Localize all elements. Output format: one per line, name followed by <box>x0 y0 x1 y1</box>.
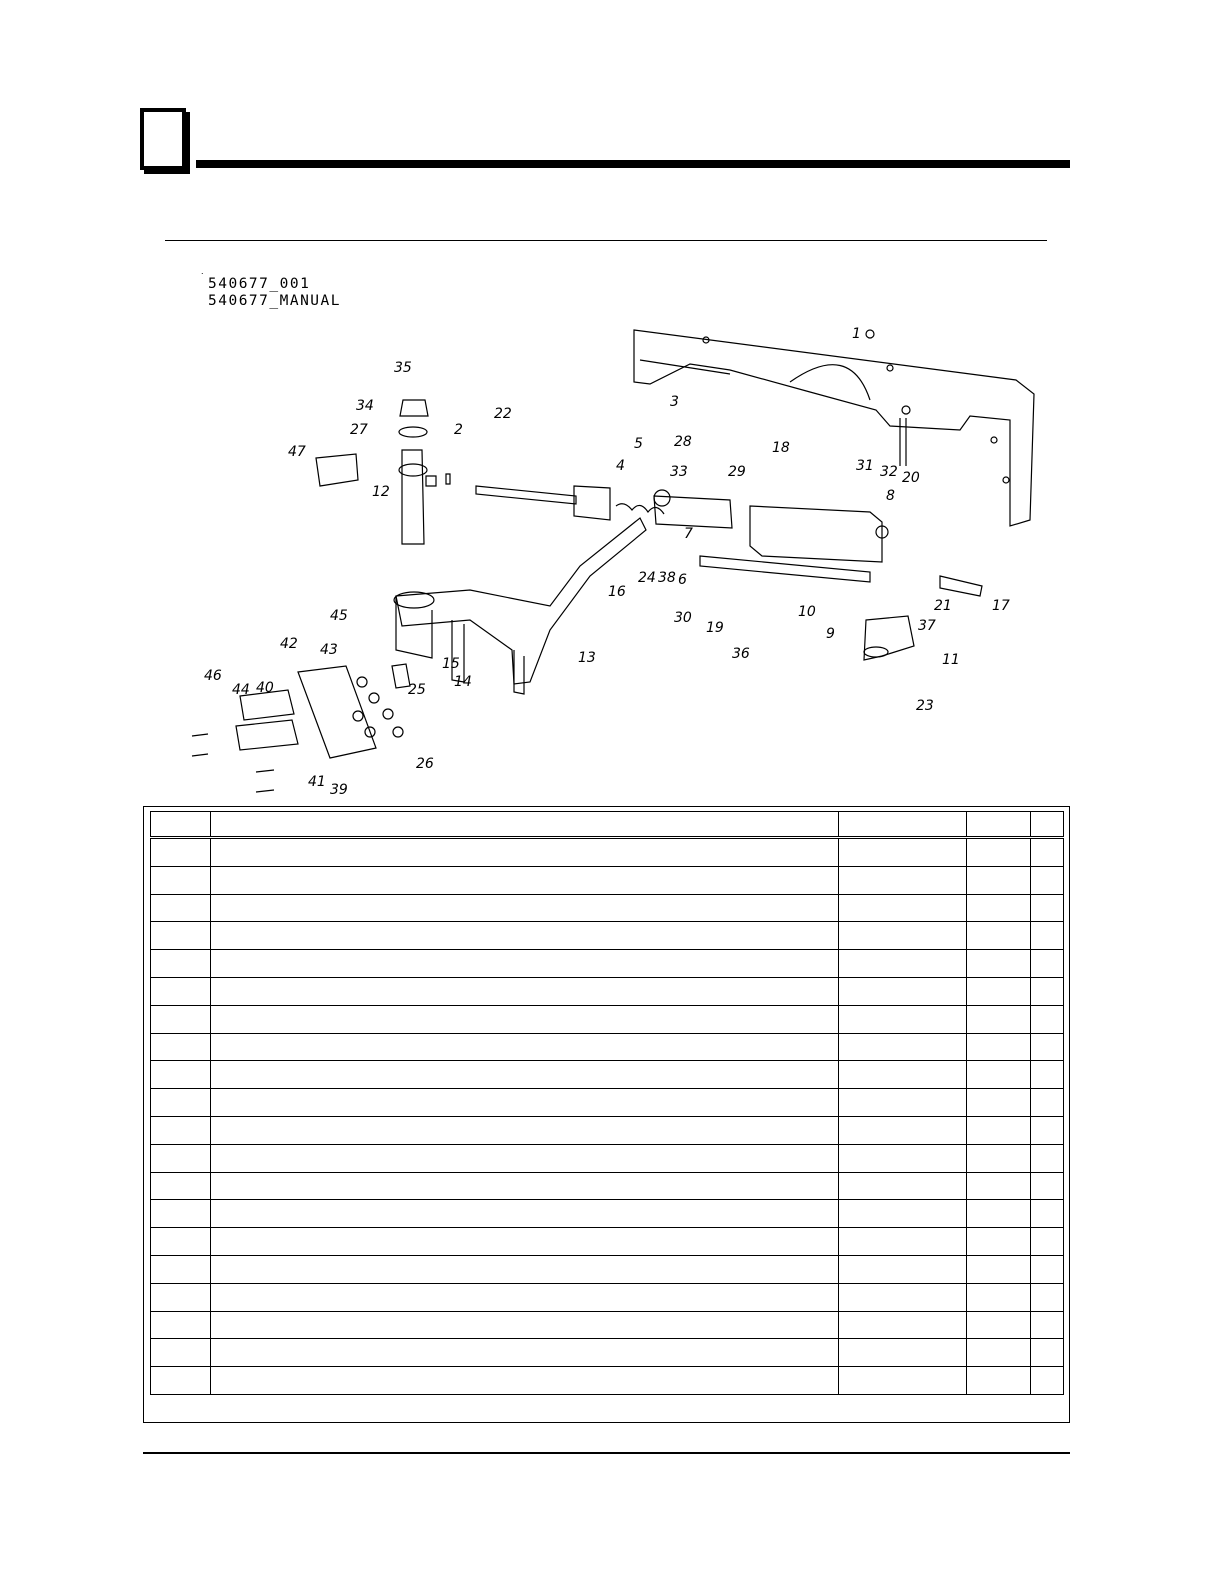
callout-19: 19 <box>706 620 724 636</box>
callout-17: 17 <box>992 598 1010 614</box>
callout-40: 40 <box>256 680 274 696</box>
cell-note <box>1031 1200 1064 1228</box>
parts-table <box>150 811 1064 1395</box>
cell-note <box>1031 1005 1064 1033</box>
table-row <box>151 1367 1064 1395</box>
cell-part-number <box>839 1061 967 1089</box>
table-row <box>151 1255 1064 1283</box>
callout-32: 32 <box>880 464 898 480</box>
cell-item <box>151 1144 211 1172</box>
callout-3: 3 <box>670 394 679 410</box>
callout-12: 12 <box>372 484 390 500</box>
drawing-codes <box>208 276 341 310</box>
table-row <box>151 922 1064 950</box>
tick-mark: . <box>201 266 204 276</box>
cell-description <box>211 1116 839 1144</box>
cell-part-number <box>839 1311 967 1339</box>
cell-qty <box>967 1255 1031 1283</box>
cell-item <box>151 1367 211 1395</box>
cell-item <box>151 1339 211 1367</box>
cell-description <box>211 1033 839 1061</box>
cell-qty <box>967 838 1031 867</box>
cell-part-number <box>839 838 967 867</box>
cell-item <box>151 1228 211 1256</box>
table-row <box>151 977 1064 1005</box>
cell-note <box>1031 1255 1064 1283</box>
title-rule <box>165 240 1047 241</box>
drawing-code-primary: 540677_001 <box>208 276 311 292</box>
cell-qty <box>967 1311 1031 1339</box>
cell-qty <box>967 1089 1031 1117</box>
cell-part-number <box>839 894 967 922</box>
callout-37: 37 <box>918 618 936 634</box>
main-arm-drawing <box>394 518 646 694</box>
col-header-note <box>1031 812 1064 838</box>
callout-43: 43 <box>320 642 338 658</box>
cell-part-number <box>839 1144 967 1172</box>
callout-2: 2 <box>454 422 463 438</box>
cell-part-number <box>839 1005 967 1033</box>
table-row <box>151 1172 1064 1200</box>
section-number-box <box>140 108 186 170</box>
callout-41: 41 <box>308 774 326 790</box>
cell-item <box>151 1283 211 1311</box>
cell-item <box>151 1033 211 1061</box>
callout-34: 34 <box>356 398 374 414</box>
cell-description <box>211 922 839 950</box>
cell-description <box>211 1228 839 1256</box>
cell-description <box>211 1005 839 1033</box>
cell-description <box>211 1339 839 1367</box>
callout-26: 26 <box>416 756 434 772</box>
callout-33: 33 <box>670 464 688 480</box>
cell-note <box>1031 1283 1064 1311</box>
cell-item <box>151 1089 211 1117</box>
callout-42: 42 <box>280 636 298 652</box>
bracket-plate-drawing <box>634 330 1034 526</box>
table-corner-right <box>1047 803 1069 806</box>
cell-item <box>151 1005 211 1033</box>
cell-qty <box>967 1228 1031 1256</box>
cell-part-number <box>839 1200 967 1228</box>
callout-6: 6 <box>678 572 687 588</box>
table-row <box>151 1144 1064 1172</box>
table-row <box>151 1061 1064 1089</box>
callout-47: 47 <box>288 444 306 460</box>
cell-item <box>151 950 211 978</box>
cell-description <box>211 1311 839 1339</box>
cell-note <box>1031 838 1064 867</box>
cell-description <box>211 1367 839 1395</box>
cell-part-number <box>839 1172 967 1200</box>
cell-description <box>211 1061 839 1089</box>
table-row <box>151 866 1064 894</box>
col-header-description <box>211 812 839 838</box>
callout-29: 29 <box>728 464 746 480</box>
cell-part-number <box>839 1116 967 1144</box>
cell-item <box>151 977 211 1005</box>
cell-qty <box>967 1061 1031 1089</box>
cell-qty <box>967 1144 1031 1172</box>
col-header-qty <box>967 812 1031 838</box>
cell-item <box>151 1200 211 1228</box>
table-row <box>151 950 1064 978</box>
callout-20: 20 <box>902 470 920 486</box>
cell-qty <box>967 950 1031 978</box>
cell-note <box>1031 894 1064 922</box>
cell-part-number <box>839 1283 967 1311</box>
cell-qty <box>967 866 1031 894</box>
pivot-pin-drawing <box>316 400 450 544</box>
footer-rule <box>143 1452 1070 1454</box>
callout-35: 35 <box>394 360 412 376</box>
cell-qty <box>967 1116 1031 1144</box>
parts-table-body <box>151 838 1064 1395</box>
cell-description <box>211 977 839 1005</box>
cell-note <box>1031 1033 1064 1061</box>
table-row <box>151 1311 1064 1339</box>
cell-qty <box>967 1005 1031 1033</box>
mount-plate-drawing <box>192 664 410 792</box>
callout-15: 15 <box>442 656 460 672</box>
cell-qty <box>967 1339 1031 1367</box>
cell-part-number <box>839 866 967 894</box>
table-row <box>151 1228 1064 1256</box>
cell-note <box>1031 866 1064 894</box>
cell-description <box>211 838 839 867</box>
callout-7: 7 <box>684 526 693 542</box>
callout-21: 21 <box>934 598 952 614</box>
callout-14: 14 <box>454 674 472 690</box>
drawing-code-manual: 540677_MANUAL <box>208 293 341 309</box>
callout-16: 16 <box>608 584 626 600</box>
callout-4: 4 <box>616 458 625 474</box>
table-row <box>151 1339 1064 1367</box>
cell-item <box>151 1116 211 1144</box>
col-header-part-number <box>839 812 967 838</box>
callout-39: 39 <box>330 782 348 798</box>
cell-qty <box>967 1172 1031 1200</box>
cell-note <box>1031 1116 1064 1144</box>
callout-30: 30 <box>674 610 692 626</box>
cell-part-number <box>839 1339 967 1367</box>
header-rule <box>196 160 1070 168</box>
callout-31: 31 <box>856 458 874 474</box>
callout-8: 8 <box>886 488 895 504</box>
cell-description <box>211 1172 839 1200</box>
cell-description <box>211 894 839 922</box>
table-row <box>151 894 1064 922</box>
cell-note <box>1031 1228 1064 1256</box>
callout-10: 10 <box>798 604 816 620</box>
callout-25: 25 <box>408 682 426 698</box>
cell-note <box>1031 1061 1064 1089</box>
callout-28: 28 <box>674 434 692 450</box>
cell-item <box>151 1061 211 1089</box>
cell-part-number <box>839 1089 967 1117</box>
cell-note <box>1031 1339 1064 1367</box>
table-row <box>151 838 1064 867</box>
callout-44: 44 <box>232 682 250 698</box>
cell-note <box>1031 1144 1064 1172</box>
callout-11: 11 <box>942 652 960 668</box>
cell-qty <box>967 1283 1031 1311</box>
table-row <box>151 1116 1064 1144</box>
cell-qty <box>967 894 1031 922</box>
cell-note <box>1031 950 1064 978</box>
callout-5: 5 <box>634 436 643 452</box>
table-row <box>151 1033 1064 1061</box>
parts-list-table <box>143 806 1070 1423</box>
cell-part-number <box>839 950 967 978</box>
cell-description <box>211 1200 839 1228</box>
cell-description <box>211 1144 839 1172</box>
callout-24: 24 <box>638 570 656 586</box>
cell-note <box>1031 977 1064 1005</box>
callout-27: 27 <box>350 422 368 438</box>
callout-23: 23 <box>916 698 934 714</box>
cell-item <box>151 922 211 950</box>
cell-note <box>1031 1311 1064 1339</box>
cell-part-number <box>839 1367 967 1395</box>
cell-description <box>211 1283 839 1311</box>
callout-9: 9 <box>826 626 835 642</box>
cell-part-number <box>839 1033 967 1061</box>
callout-36: 36 <box>732 646 750 662</box>
cell-part-number <box>839 977 967 1005</box>
cell-part-number <box>839 1255 967 1283</box>
cell-description <box>211 950 839 978</box>
cell-item <box>151 1311 211 1339</box>
cell-note <box>1031 922 1064 950</box>
cell-part-number <box>839 1228 967 1256</box>
cell-item <box>151 894 211 922</box>
cell-item <box>151 1255 211 1283</box>
cell-qty <box>967 922 1031 950</box>
table-row <box>151 1200 1064 1228</box>
callout-46: 46 <box>204 668 222 684</box>
table-row <box>151 1005 1064 1033</box>
callout-45: 45 <box>330 608 348 624</box>
callout-38: 38 <box>658 570 676 586</box>
cell-qty <box>967 1033 1031 1061</box>
callout-22: 22 <box>494 406 512 422</box>
cell-description <box>211 1089 839 1117</box>
cell-qty <box>967 1367 1031 1395</box>
cell-description <box>211 866 839 894</box>
callout-1: 1 <box>852 326 861 342</box>
cell-item <box>151 838 211 867</box>
cell-item <box>151 1172 211 1200</box>
col-header-item <box>151 812 211 838</box>
table-corner-left <box>143 803 165 806</box>
cell-item <box>151 866 211 894</box>
callout-18: 18 <box>772 440 790 456</box>
cell-note <box>1031 1172 1064 1200</box>
shaft-housing-drawing <box>476 486 888 582</box>
callout-13: 13 <box>578 650 596 666</box>
table-row <box>151 1283 1064 1311</box>
cell-qty <box>967 1200 1031 1228</box>
cell-note <box>1031 1367 1064 1395</box>
table-row <box>151 1089 1064 1117</box>
cell-note <box>1031 1089 1064 1117</box>
cell-qty <box>967 977 1031 1005</box>
cell-description <box>211 1255 839 1283</box>
cell-part-number <box>839 922 967 950</box>
exploded-parts-diagram <box>170 320 1050 810</box>
table-header-row <box>151 812 1064 838</box>
